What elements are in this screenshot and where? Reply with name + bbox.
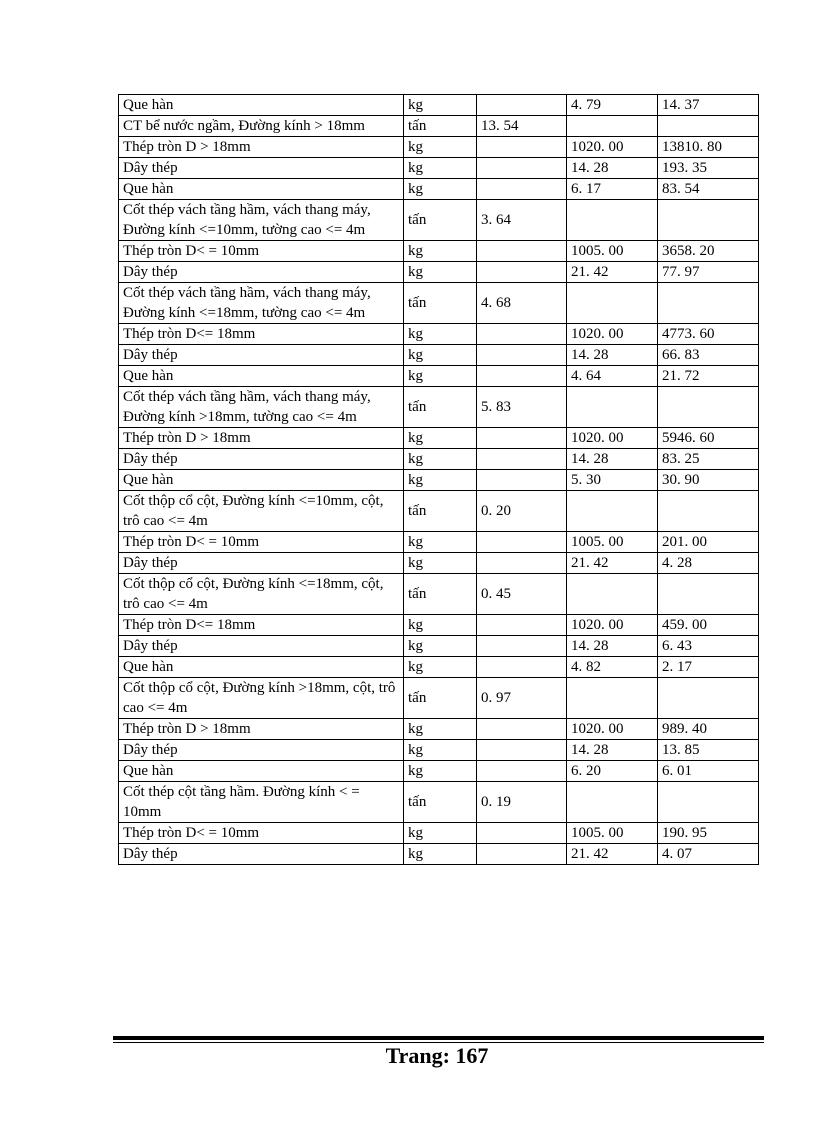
item-name-cell: Dây thép [119,262,404,283]
norm-cell: 1020. 00 [567,324,658,345]
item-name-cell: Dây thép [119,553,404,574]
total-cell: 21. 72 [658,366,759,387]
total-cell [658,200,759,241]
unit-cell: tấn [404,283,477,324]
quantity-cell [477,823,567,844]
total-cell: 459. 00 [658,615,759,636]
total-cell: 30. 90 [658,470,759,491]
norm-cell: 4. 79 [567,95,658,116]
table-row [119,158,759,179]
norm-cell: 21. 42 [567,553,658,574]
norm-cell: 6. 17 [567,179,658,200]
total-cell: 190. 95 [658,823,759,844]
quantity-cell: 0. 20 [477,491,567,532]
unit-cell: kg [404,158,477,179]
unit-cell: kg [404,553,477,574]
total-cell: 13810. 80 [658,137,759,158]
norm-cell [567,678,658,719]
item-name-cell: Que hàn [119,179,404,200]
total-cell: 13. 85 [658,740,759,761]
quantity-cell [477,95,567,116]
norm-cell: 1020. 00 [567,137,658,158]
unit-cell: kg [404,740,477,761]
norm-cell: 6. 20 [567,761,658,782]
table-row [119,345,759,366]
item-name-cell: Cốt thộp cổ cột, Đường kính <=10mm, cột, trô cao <= 4m [119,491,404,532]
page-number: Trang: 167 [385,1043,489,1068]
unit-cell: kg [404,449,477,470]
norm-cell [567,491,658,532]
unit-cell: kg [404,137,477,158]
norm-cell [567,283,658,324]
item-name-cell: Cốt thép cột tầng hầm. Đường kính < = 10mm [119,782,404,823]
item-name-cell: Cốt thộp cổ cột, Đường kính <=18mm, cột, trô cao <= 4m [119,574,404,615]
total-cell: 4. 07 [658,844,759,865]
quantity-cell [477,740,567,761]
unit-cell: kg [404,470,477,491]
item-name-cell: Thép tròn D<= 18mm [119,324,404,345]
item-name-cell: Cốt thép vách tầng hầm, vách thang máy, Đường kính >18mm, tường cao <= 4m [119,387,404,428]
total-cell [658,491,759,532]
unit-cell: kg [404,532,477,553]
total-cell [658,574,759,615]
unit-cell: tấn [404,116,477,137]
norm-cell: 1020. 00 [567,428,658,449]
table-row [119,615,759,636]
total-cell: 6. 43 [658,636,759,657]
quantity-cell [477,553,567,574]
norm-cell: 1020. 00 [567,615,658,636]
item-name-cell: Cốt thép vách tầng hầm, vách thang máy, Đường kính <=10mm, tường cao <= 4m [119,200,404,241]
quantity-cell [477,345,567,366]
total-cell [658,782,759,823]
quantity-cell [477,449,567,470]
table-row [119,470,759,491]
table-row [119,636,759,657]
item-name-cell: Thép tròn D< = 10mm [119,823,404,844]
norm-cell: 1005. 00 [567,532,658,553]
total-cell: 77. 97 [658,262,759,283]
norm-cell: 4. 64 [567,366,658,387]
quantity-cell [477,636,567,657]
table-row [119,95,759,116]
item-name-cell: Dây thép [119,345,404,366]
table-row [119,782,759,823]
unit-cell: tấn [404,387,477,428]
norm-cell: 1005. 00 [567,823,658,844]
total-cell [658,116,759,137]
norm-cell: 1020. 00 [567,719,658,740]
norm-cell: 14. 28 [567,158,658,179]
item-name-cell: CT bể nước ngầm, Đường kính > 18mm [119,116,404,137]
quantity-cell: 13. 54 [477,116,567,137]
total-cell: 83. 25 [658,449,759,470]
quantity-cell: 0. 19 [477,782,567,823]
total-cell [658,678,759,719]
unit-cell: kg [404,428,477,449]
table-row [119,553,759,574]
item-name-cell: Thép tròn D > 18mm [119,428,404,449]
norm-cell: 14. 28 [567,636,658,657]
table-row [119,387,759,428]
total-cell: 14. 37 [658,95,759,116]
quantity-cell: 3. 64 [477,200,567,241]
norm-cell: 21. 42 [567,262,658,283]
total-cell: 193. 35 [658,158,759,179]
table-row [119,823,759,844]
quantity-cell [477,470,567,491]
table-row [119,116,759,137]
total-cell: 3658. 20 [658,241,759,262]
table-row [119,740,759,761]
quantity-cell [477,428,567,449]
table-row [119,200,759,241]
table-row [119,449,759,470]
table-row [119,532,759,553]
norm-cell [567,200,658,241]
quantity-cell [477,262,567,283]
quantity-cell [477,532,567,553]
norm-cell [567,574,658,615]
quantity-cell: 4. 68 [477,283,567,324]
item-name-cell: Que hàn [119,470,404,491]
total-cell: 6. 01 [658,761,759,782]
norm-cell: 1005. 00 [567,241,658,262]
table-row [119,719,759,740]
quantity-cell [477,158,567,179]
unit-cell: kg [404,761,477,782]
total-cell: 83. 54 [658,179,759,200]
quantity-cell [477,761,567,782]
total-cell: 5946. 60 [658,428,759,449]
item-name-cell: Thép tròn D > 18mm [119,137,404,158]
unit-cell: tấn [404,782,477,823]
quantity-cell: 0. 45 [477,574,567,615]
total-cell: 201. 00 [658,532,759,553]
table-row [119,574,759,615]
unit-cell: kg [404,324,477,345]
table-row [119,137,759,158]
norm-cell [567,387,658,428]
unit-cell: kg [404,823,477,844]
table-row [119,491,759,532]
unit-cell: kg [404,615,477,636]
unit-cell: kg [404,636,477,657]
unit-cell: kg [404,345,477,366]
unit-cell: kg [404,657,477,678]
quantity-cell [477,719,567,740]
footer-rule-thick [113,1036,764,1040]
materials-table [118,94,759,865]
table-row [119,283,759,324]
quantity-cell: 5. 83 [477,387,567,428]
quantity-cell: 0. 97 [477,678,567,719]
table-body [119,95,759,865]
total-cell: 4. 28 [658,553,759,574]
item-name-cell: Dây thép [119,844,404,865]
table-row [119,678,759,719]
norm-cell [567,116,658,137]
unit-cell: kg [404,95,477,116]
norm-cell: 14. 28 [567,449,658,470]
norm-cell: 5. 30 [567,470,658,491]
item-name-cell: Dây thép [119,449,404,470]
quantity-cell [477,657,567,678]
item-name-cell: Que hàn [119,366,404,387]
item-name-cell: Thép tròn D<= 18mm [119,615,404,636]
quantity-cell [477,366,567,387]
total-cell: 2. 17 [658,657,759,678]
unit-cell: kg [404,366,477,387]
quantity-cell [477,324,567,345]
quantity-cell [477,844,567,865]
item-name-cell: Dây thép [119,158,404,179]
item-name-cell: Que hàn [119,657,404,678]
table-row [119,366,759,387]
norm-cell: 14. 28 [567,740,658,761]
total-cell: 66. 83 [658,345,759,366]
table-row [119,761,759,782]
item-name-cell: Cốt thép vách tầng hầm, vách thang máy, Đường kính <=18mm, tường cao <= 4m [119,283,404,324]
norm-cell [567,782,658,823]
quantity-cell [477,615,567,636]
norm-cell: 14. 28 [567,345,658,366]
unit-cell: kg [404,262,477,283]
quantity-cell [477,241,567,262]
item-name-cell: Dây thép [119,740,404,761]
unit-cell: tấn [404,491,477,532]
total-cell [658,283,759,324]
table-row [119,428,759,449]
item-name-cell: Cốt thộp cổ cột, Đường kính >18mm, cột, trô cao <= 4m [119,678,404,719]
quantity-cell [477,137,567,158]
table-row [119,179,759,200]
item-name-cell: Thép tròn D< = 10mm [119,532,404,553]
unit-cell: kg [404,844,477,865]
unit-cell: tấn [404,678,477,719]
unit-cell: kg [404,179,477,200]
unit-cell: kg [404,719,477,740]
norm-cell: 21. 42 [567,844,658,865]
unit-cell: tấn [404,200,477,241]
quantity-cell [477,179,567,200]
table-row [119,844,759,865]
total-cell: 4773. 60 [658,324,759,345]
table-row [119,241,759,262]
unit-cell: kg [404,241,477,262]
total-cell: 989. 40 [658,719,759,740]
item-name-cell: Thép tròn D< = 10mm [119,241,404,262]
item-name-cell: Thép tròn D > 18mm [119,719,404,740]
norm-cell: 4. 82 [567,657,658,678]
table-row [119,262,759,283]
total-cell [658,387,759,428]
table-row [119,657,759,678]
item-name-cell: Que hàn [119,95,404,116]
item-name-cell: Dây thép [119,636,404,657]
table-row [119,324,759,345]
item-name-cell: Que hàn [119,761,404,782]
unit-cell: tấn [404,574,477,615]
